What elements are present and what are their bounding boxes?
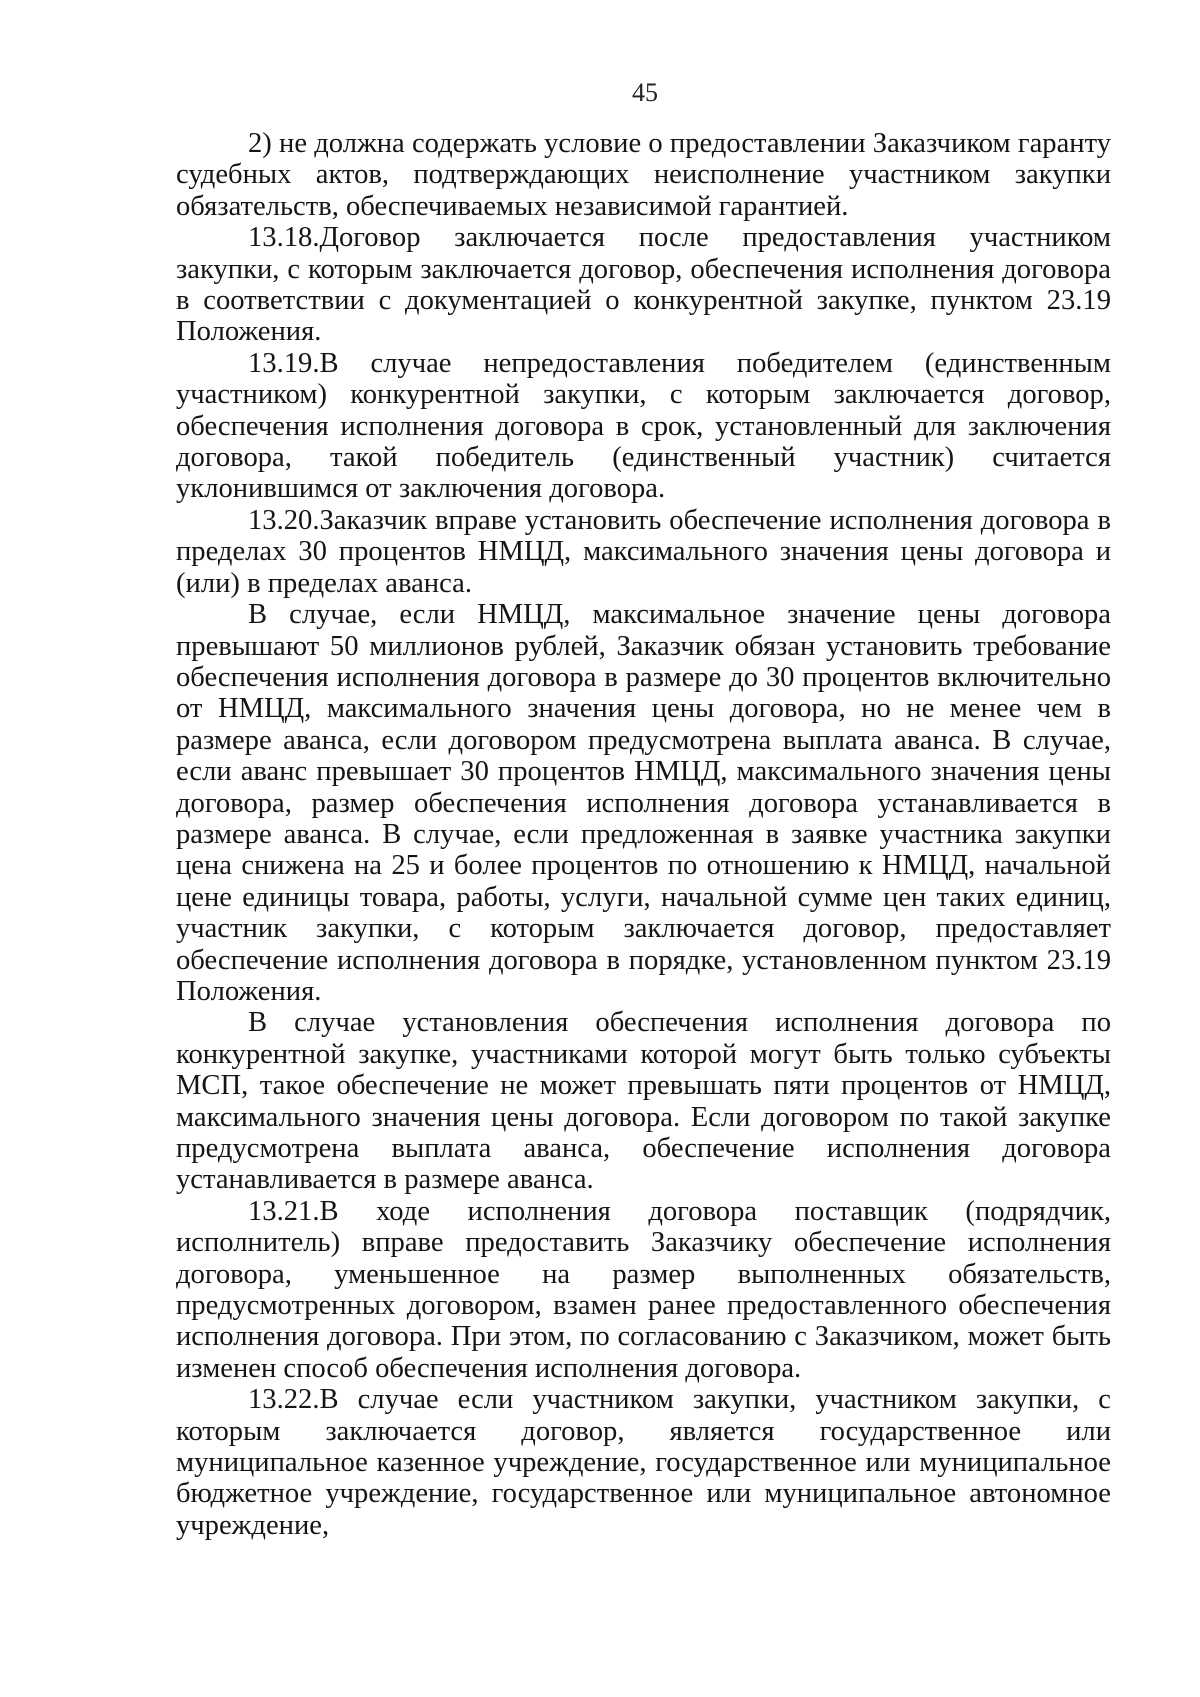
page-number: 45 bbox=[632, 78, 658, 107]
paragraph-13-21: 13.21.В ходе исполнения договора поставщик (подрядчик, исполнитель) вправе предоставить Заказчику обеспечение исполнения договора, уменьшенное на размер выполненных обязательств, предусмотренных договором, взамен ранее предоставленного обеспечения исполнения договора. При этом, по согласованию с Заказчиком, может быть изменен способ обеспечения исполнения договора. bbox=[176, 1195, 1111, 1384]
paragraph-clause-2: 2) не должна содержать условие о предоставлении Заказчиком гаранту судебных актов, подтверждающих неисполнение участником закупки обязательств, обеспечиваемых независимой гарантией. bbox=[176, 128, 1111, 222]
document-body bbox=[176, 128, 1111, 1541]
paragraph-msp-security: В случае установления обеспечения исполнения договора по конкурентной закупке, участниками которой могут быть только субъекты МСП, такое обеспечение не может превышать пяти процентов от НМЦД, максимального значения цены договора. Если договором по такой закупке предусмотрена выплата аванса, обеспечение исполнения договора устанавливается в размере аванса. bbox=[176, 1007, 1111, 1196]
paragraph-13-18: 13.18.Договор заключается после предоставления участником закупки, с которым заключается договор, обеспечения исполнения договора в соответствии с документацией о конкурентной закупке, пунктом 23.19 Положения. bbox=[176, 222, 1111, 348]
paragraph-advance-requirement: В случае, если НМЦД, максимальное значение цены договора превышают 50 миллионов рублей, Заказчик обязан установить требование обеспечения исполнения договора в размере до 30 процентов включительно от НМЦД, максимального значения цены договора, но не менее чем в размере аванса, если договором предусмотрена выплата аванса. В случае, если аванс превышает 30 процентов НМЦД, максимального значения цены договора, размер обеспечения исполнения договора устанавливается в размере аванса. В случае, если предложенная в заявке участника закупки цена снижена на 25 и более процентов по отношению к НМЦД, начальной цене единицы товара, работы, услуги, начальной сумме цен таких единиц, участник закупки, с которым заключается договор, предоставляет обеспечение исполнения договора в порядке, установленном пунктом 23.19 Положения. bbox=[176, 599, 1111, 1007]
paragraph-13-22: 13.22.В случае если участником закупки, участником закупки, с которым заключается договор, является государственное или муниципальное казенное учреждение, государственное или муниципальное бюджетное учреждение, государственное или муниципальное автономное учреждение, bbox=[176, 1384, 1111, 1541]
paragraph-13-20: 13.20.Заказчик вправе установить обеспечение исполнения договора в пределах 30 процентов НМЦД, максимального значения цены договора и (или) в пределах аванса. bbox=[176, 504, 1111, 599]
paragraph-13-19: 13.19.В случае непредоставления победителем (единственным участником) конкурентной закупки, с которым заключается договор, обеспечения исполнения договора в срок, установленный для заключения договора, такой победитель (единственный участник) считается уклонившимся от заключения договора. bbox=[176, 347, 1111, 505]
